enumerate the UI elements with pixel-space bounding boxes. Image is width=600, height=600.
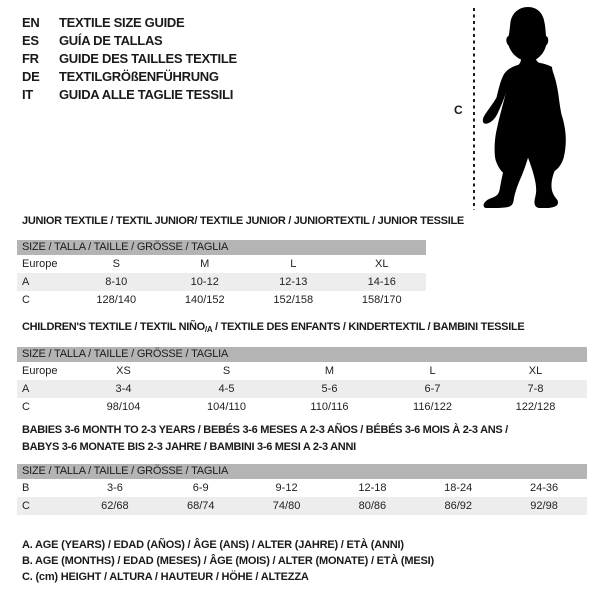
- size-cell: XL: [375, 258, 389, 270]
- language-row-en: [22, 13, 237, 31]
- table-row-europe: [17, 362, 587, 380]
- size-cell: 24-36: [529, 482, 559, 494]
- size-cell: XL: [528, 365, 543, 377]
- size-cell: 6-7: [424, 383, 441, 395]
- size-table-header-bar: SIZE / TALLA / TAILLE / GRÖSSE / TAGLIA: [17, 240, 426, 255]
- children-title-subscript: /A: [204, 325, 213, 334]
- row-label: C: [22, 401, 30, 413]
- size-cell: 62/68: [101, 500, 129, 512]
- row-label: B: [22, 482, 30, 494]
- table-row-age: [17, 273, 426, 291]
- language-code: FR: [22, 50, 39, 66]
- row-label: C: [22, 294, 30, 306]
- babies-section-title: [22, 422, 582, 456]
- junior-size-table: [17, 240, 426, 309]
- baby-silhouette-image: [482, 6, 567, 208]
- children-title-text: / TEXTILE DES ENFANTS / KINDERTEXTIL / BAMBINI TESSILE: [212, 321, 525, 333]
- table-row-age: [17, 380, 587, 398]
- size-cell: M: [200, 258, 210, 270]
- language-label: TEXTILGRÖßENFÜHRUNG: [59, 68, 219, 84]
- language-row-fr: [22, 49, 237, 67]
- size-table-header-bar: SIZE / TALLA / TAILLE / GRÖSSE / TAGLIA: [17, 347, 587, 362]
- language-code: DE: [22, 68, 40, 84]
- size-cell: 14-16: [367, 276, 396, 288]
- size-cell: 9-12: [275, 482, 298, 494]
- size-cell: 128/140: [96, 294, 137, 306]
- size-cell: 152/158: [273, 294, 314, 306]
- babies-title-line-1: BABIES 3-6 MONTH TO 2-3 YEARS / BEBÉS 3-6 MESES A 2-3 AÑOS / BÉBÉS 3-6 MOIS À 2-3 ANS /: [22, 424, 508, 436]
- size-cell: 140/152: [184, 294, 225, 306]
- footnote-a: A. AGE (YEARS) / EDAD (AÑOS) / ÂGE (ANS) / ALTER (JAHRE) / ETÀ (ANNI): [22, 539, 404, 551]
- table-row-height: [17, 291, 426, 309]
- language-guide: [22, 13, 237, 103]
- table-row-age-months: [17, 479, 587, 497]
- children-section-title: [22, 321, 524, 334]
- size-cell: 6-9: [192, 482, 209, 494]
- size-cell: XS: [116, 365, 131, 377]
- size-cell: 3-4: [115, 383, 132, 395]
- size-cell: 104/110: [207, 401, 246, 413]
- footnotes: [22, 537, 434, 585]
- babies-size-table: [17, 464, 587, 515]
- size-cell: 18-24: [444, 482, 473, 494]
- table-row-height: [17, 497, 587, 515]
- language-label: TEXTILE SIZE GUIDE: [59, 14, 185, 30]
- table-row-europe: [17, 255, 426, 273]
- language-code: EN: [22, 14, 40, 30]
- row-label: Europe: [22, 258, 58, 270]
- size-cell: 12-13: [279, 276, 308, 288]
- language-row-de: [22, 67, 237, 85]
- size-cell: 7-8: [527, 383, 544, 395]
- junior-section-title: JUNIOR TEXTILE / TEXTIL JUNIOR/ TEXTILE JUNIOR / JUNIORTEXTIL / JUNIOR TESSILE: [22, 215, 464, 227]
- size-cell: S: [112, 258, 120, 270]
- children-title-text: CHILDREN'S TEXTILE / TEXTIL NIÑO: [22, 321, 205, 333]
- babies-title-line-2: BABYS 3-6 MONATE BIS 2-3 JAHRE / BAMBINI 3-6 MESI A 2-3 ANNI: [22, 441, 356, 453]
- size-cell: 8-10: [105, 276, 128, 288]
- table-row-height: [17, 398, 587, 416]
- language-label: GUÍA DE TALLAS: [59, 32, 163, 48]
- row-label: Europe: [22, 365, 58, 377]
- footnote-b: B. AGE (MONTHS) / EDAD (MESES) / ÂGE (MOIS) / ALTER (MONATE) / ETÀ (MESI): [22, 555, 434, 567]
- size-cell: S: [222, 365, 231, 377]
- size-cell: 158/170: [361, 294, 402, 306]
- size-cell: 3-6: [106, 482, 123, 494]
- size-cell: 12-18: [358, 482, 387, 494]
- size-cell: 98/104: [106, 401, 141, 413]
- size-cell: 110/116: [310, 401, 349, 413]
- size-cell: M: [324, 365, 335, 377]
- size-cell: L: [290, 258, 297, 270]
- language-label: GUIDE DES TAILLES TEXTILE: [59, 50, 237, 66]
- size-cell: 122/128: [515, 401, 556, 413]
- children-size-table: [17, 347, 587, 416]
- size-cell: 10-12: [190, 276, 219, 288]
- size-cell: 5-6: [321, 383, 338, 395]
- size-cell: 80/86: [358, 500, 387, 512]
- size-table-header-bar: SIZE / TALLA / TAILLE / GRÖSSE / TAGLIA: [17, 464, 587, 479]
- language-code: ES: [22, 32, 39, 48]
- size-cell: 86/92: [444, 500, 472, 512]
- height-measure-label: C: [454, 103, 463, 117]
- size-cell: 92/98: [530, 500, 558, 512]
- language-row-it: [22, 85, 237, 103]
- language-row-es: [22, 31, 237, 49]
- size-cell: 74/80: [272, 500, 301, 512]
- language-code: IT: [22, 86, 33, 102]
- row-label: C: [22, 500, 30, 512]
- footnote-c: C. (cm) HEIGHT / ALTURA / HAUTEUR / HÖHE / ALTEZZA: [22, 571, 309, 583]
- row-label: A: [22, 383, 30, 395]
- language-label: GUIDA ALLE TAGLIE TESSILI: [59, 86, 234, 102]
- row-label: A: [22, 276, 30, 288]
- height-measure-dotted-line: [473, 8, 475, 210]
- size-cell: L: [429, 365, 436, 377]
- size-cell: 4-5: [218, 383, 235, 395]
- size-cell: 68/74: [186, 500, 215, 512]
- size-cell: 116/122: [413, 401, 452, 413]
